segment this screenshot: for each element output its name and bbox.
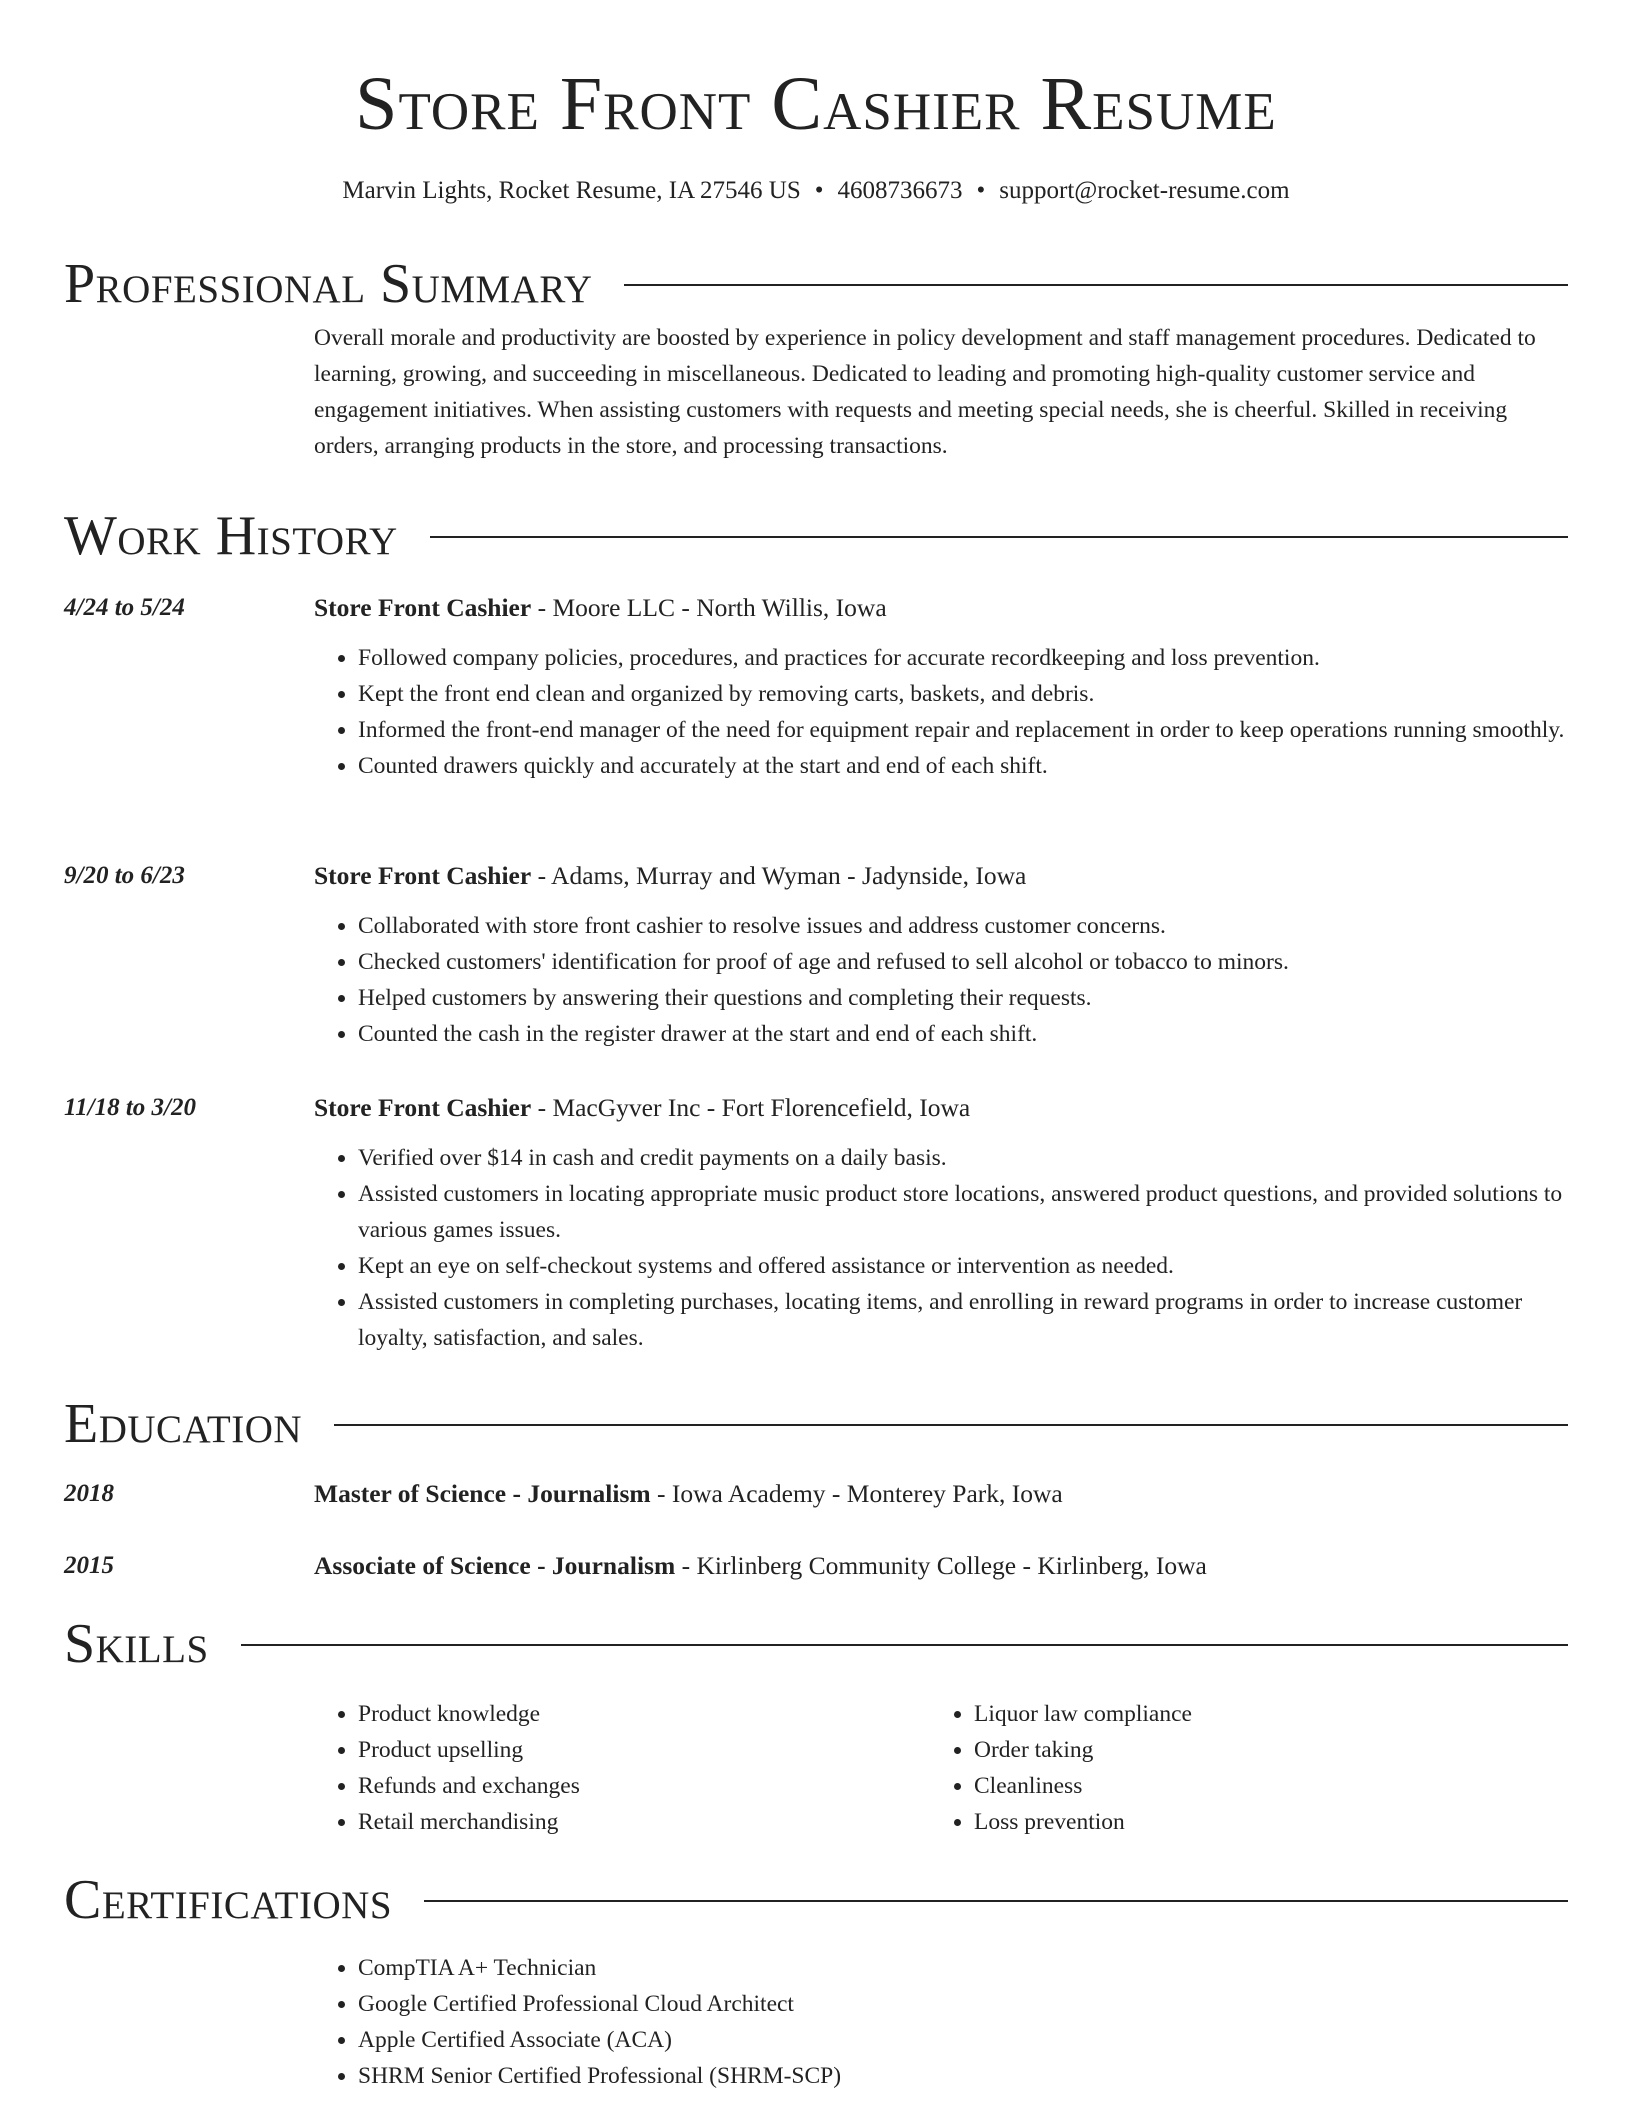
- skill-item: • Liquor law compliance: [974, 1696, 1546, 1732]
- job-title: Store Front Cashier: [314, 593, 532, 622]
- list-item: • Assisted customers in locating appropriate music product store locations, answered product questions, and provided solutions to various games issues.: [358, 1176, 1568, 1248]
- section-header: [64, 1612, 1568, 1676]
- list-item: • Checked customers' identification for proof of age and refused to sell alcohol or tobacco to minors.: [358, 944, 1568, 980]
- skill-item: • Loss prevention: [974, 1804, 1546, 1840]
- job-entry: [64, 590, 1568, 784]
- job-bullets: [314, 1140, 1568, 1356]
- education-info: [314, 1476, 1568, 1512]
- list-item: • Kept an eye on self-checkout systems and offered assistance or intervention as needed.: [358, 1248, 1568, 1284]
- skill-item: • Retail merchandising: [358, 1804, 930, 1840]
- list-item: • Informed the front-end manager of the need for equipment repair and replacement in order to keep operations running smoothly.: [358, 712, 1568, 748]
- section-divider: [624, 284, 1568, 286]
- list-item: • Counted the cash in the register drawer at the start and end of each shift.: [358, 1016, 1568, 1052]
- education-info: [314, 1548, 1568, 1584]
- skills-list-left: [314, 1696, 930, 1840]
- section-header: [64, 504, 1568, 568]
- contact-separator: •: [976, 177, 986, 204]
- section-header: [64, 1392, 1568, 1456]
- certifications-section: [64, 1868, 1568, 2094]
- list-item: • Helped customers by answering their questions and completing their requests.: [358, 980, 1568, 1016]
- section-heading: Education: [64, 1393, 303, 1455]
- skills-section: [64, 1612, 1568, 1840]
- job-title: Store Front Cashier: [314, 1093, 532, 1122]
- job-header: [64, 858, 1568, 894]
- section-divider: [424, 1900, 1568, 1902]
- list-item: • Verified over $14 in cash and credit payments on a daily basis.: [358, 1140, 1568, 1176]
- skill-item: • Product upselling: [358, 1732, 930, 1768]
- job-title: Store Front Cashier: [314, 861, 532, 890]
- job-dates: 9/20 to 6/23: [64, 862, 185, 889]
- section-heading: Professional Summary: [64, 253, 593, 315]
- section-divider: [241, 1644, 1568, 1646]
- summary-text: Overall morale and productivity are boosted by experience in policy development and staff management procedures. Dedicated to learning, growing, and succeeding in miscellaneous. Dedicated to leading and promoting high-quality customer service and engagement initiatives. When assisting customers with requests and meeting special needs, she is cheerful. Skilled in receiving orders, arranging products in the store, and processing transactions.: [314, 325, 1536, 459]
- education-degree: Associate of Science - Journalism: [314, 1551, 676, 1580]
- education-degree: Master of Science - Journalism: [314, 1479, 651, 1508]
- certification-item: • SHRM Senior Certified Professional (SHRM-SCP): [358, 2058, 1568, 2094]
- education-section: [64, 1392, 1568, 1456]
- resume-title: Store Front Cashier Resume: [355, 62, 1277, 146]
- job-details: - Moore LLC - North Willis, Iowa: [531, 593, 887, 622]
- job-dates: 11/18 to 3/20: [64, 1094, 196, 1121]
- education-year: 2018: [64, 1480, 114, 1507]
- section-heading: Work History: [64, 505, 398, 567]
- job-role: [314, 858, 1568, 894]
- summary-section: [64, 252, 1568, 464]
- job-dates: 4/24 to 5/24: [64, 594, 185, 621]
- contact-separator: •: [814, 177, 824, 204]
- work-history-section: [64, 504, 1568, 568]
- list-item: • Collaborated with store front cashier to resolve issues and address customer concerns.: [358, 908, 1568, 944]
- education-row: [64, 1476, 1568, 1512]
- contact-line: [0, 174, 1632, 208]
- education-details: - Kirlinberg Community College - Kirlinberg, Iowa: [675, 1551, 1207, 1580]
- education-entry: [64, 1548, 1568, 1584]
- certifications-list: [314, 1950, 1568, 2094]
- job-bullets: [314, 908, 1568, 1052]
- job-header: [64, 1090, 1568, 1126]
- list-item: • Counted drawers quickly and accurately at the start and end of each shift.: [358, 748, 1568, 784]
- skill-item: • Product knowledge: [358, 1696, 930, 1732]
- certification-item: • Google Certified Professional Cloud Architect: [358, 1986, 1568, 2022]
- contact-address: Marvin Lights, Rocket Resume, IA 27546 US: [342, 177, 801, 204]
- contact-phone: 4608736673: [837, 177, 963, 204]
- section-divider: [430, 536, 1568, 538]
- job-role: [314, 590, 1568, 626]
- job-bullets: [314, 640, 1568, 784]
- skills-columns: [314, 1696, 1568, 1840]
- list-item: • Kept the front end clean and organized by removing carts, baskets, and debris.: [358, 676, 1568, 712]
- section-header: [64, 1868, 1568, 1932]
- job-details: - Adams, Murray and Wyman - Jadynside, Iowa: [531, 861, 1027, 890]
- certification-item: • CompTIA A+ Technician: [358, 1950, 1568, 1986]
- job-header: [64, 590, 1568, 626]
- skill-item: • Refunds and exchanges: [358, 1768, 930, 1804]
- section-header: [64, 252, 1568, 316]
- section-heading: Skills: [64, 1613, 209, 1675]
- list-item: • Assisted customers in completing purchases, locating items, and enrolling in reward programs in order to increase customer loyalty, satisfaction, and sales.: [358, 1284, 1568, 1356]
- job-entry: [64, 1090, 1568, 1356]
- contact-email[interactable]: support@rocket-resume.com: [999, 177, 1290, 204]
- job-role: [314, 1090, 1568, 1126]
- skill-item: • Cleanliness: [974, 1768, 1546, 1804]
- skill-item: • Order taking: [974, 1732, 1546, 1768]
- section-divider: [334, 1424, 1568, 1426]
- list-item: • Followed company policies, procedures, and practices for accurate recordkeeping and loss prevention.: [358, 640, 1568, 676]
- job-entry: [64, 858, 1568, 1052]
- skills-list-right: [930, 1696, 1546, 1840]
- section-heading: Certifications: [64, 1869, 393, 1931]
- certification-item: • Apple Certified Associate (ACA): [358, 2022, 1568, 2058]
- education-entry: [64, 1476, 1568, 1512]
- education-year: 2015: [64, 1552, 114, 1579]
- education-row: [64, 1548, 1568, 1584]
- job-details: - MacGyver Inc - Fort Florencefield, Iowa: [531, 1093, 971, 1122]
- education-details: - Iowa Academy - Monterey Park, Iowa: [650, 1479, 1063, 1508]
